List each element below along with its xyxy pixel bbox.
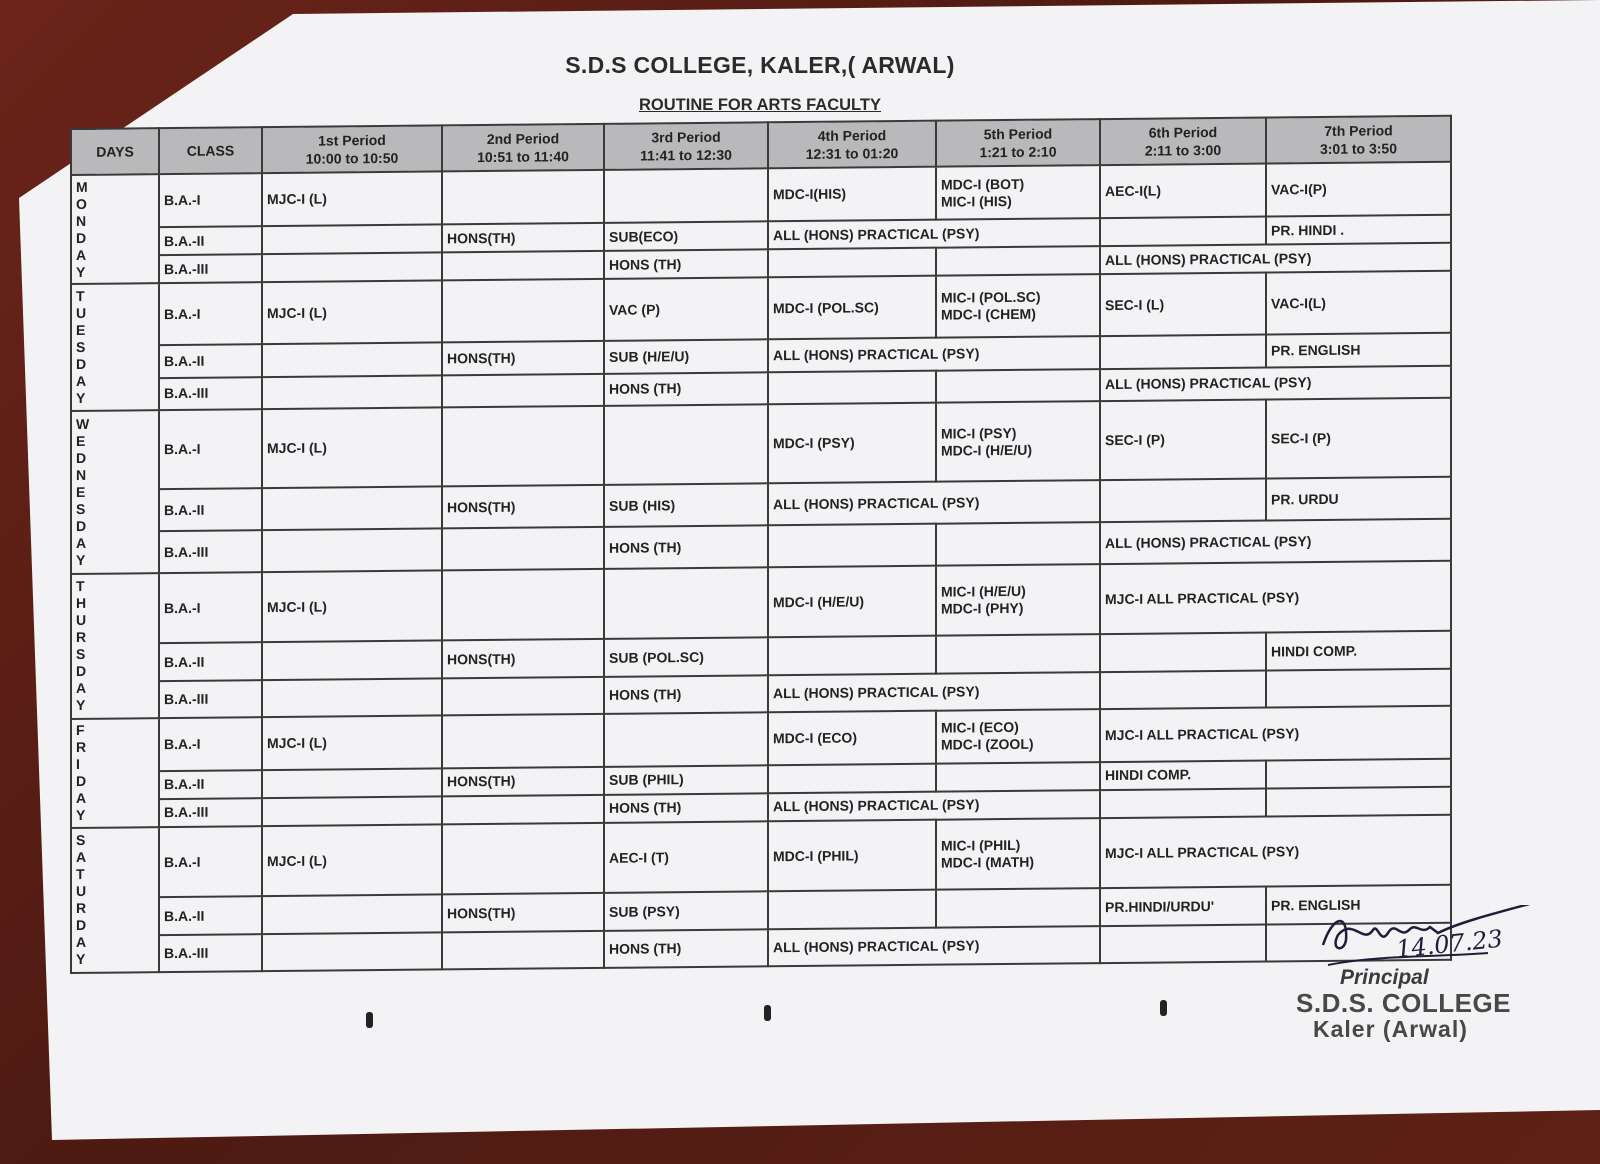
subject-text: HONS(TH) [447, 349, 516, 367]
day-cell: M O N D A Y [71, 174, 159, 284]
subject-text: MIC-I (POL.SC) [941, 288, 1041, 306]
empty-cell [1100, 334, 1266, 368]
empty-cell [262, 342, 442, 376]
principal-label: Principal [1340, 966, 1429, 989]
subject-cell [936, 401, 1100, 482]
subject-cell [262, 715, 442, 770]
period-header [262, 125, 442, 173]
empty-cell [442, 676, 604, 715]
day-cell: F R I D A Y [71, 718, 159, 828]
subject-cell [262, 408, 442, 489]
subject-text: MDC-I (ZOOL) [941, 736, 1034, 753]
subject-text: HONS (TH) [609, 380, 682, 398]
subject-text: MDC-I(HIS) [773, 185, 847, 203]
subject-cell [604, 793, 768, 823]
subject-text: ALL (HONS) PRACTICAL (PSY) [1105, 374, 1312, 393]
subject-text: SUB (POL.SC) [609, 648, 704, 666]
empty-cell [442, 527, 604, 570]
subject-text: MDC-I (PHY) [941, 600, 1024, 617]
period-name: 3rd Period [651, 128, 721, 146]
period-time: 1:21 to 2:10 [979, 143, 1057, 161]
empty-cell [442, 931, 604, 970]
subject-text: MDC-I (PHIL) [773, 847, 859, 864]
schedule-row [71, 561, 1451, 645]
subject-cell [768, 276, 936, 339]
empty-cell [262, 375, 442, 409]
subject-text: MDC-I (MATH) [941, 853, 1035, 871]
empty-cell [1266, 787, 1451, 817]
subject-cell [936, 165, 1100, 220]
class-cell: B.A.-III [159, 254, 262, 283]
subject-cell [936, 818, 1100, 890]
subject-cell [1100, 273, 1266, 336]
class-cell: B.A.-II [159, 489, 262, 532]
subject-text: MDC-I (H/E/U) [941, 441, 1032, 459]
subject-cell [768, 403, 936, 484]
subject-text: MDC-I (PSY) [773, 434, 855, 452]
class-cell: B.A.-II [159, 344, 262, 378]
subject-text: VAC (P) [609, 300, 661, 318]
subject-text: ALL (HONS) PRACTICAL (PSY) [1105, 532, 1312, 551]
subject-cell [604, 892, 768, 931]
class-cell: B.A.-III [159, 798, 262, 827]
empty-cell [768, 890, 936, 929]
subject-text: SUB (HIS) [609, 496, 676, 514]
subject-cell [768, 926, 1100, 967]
subject-text: MJC-I (L) [267, 190, 327, 208]
class-cell: B.A.-III [159, 680, 262, 718]
subject-cell [604, 525, 768, 568]
period-name: 5th Period [983, 125, 1053, 143]
subject-text: AEC-I(L) [1105, 182, 1161, 200]
routine-table-container [70, 115, 1450, 974]
subject-text: AEC-I (T) [609, 848, 669, 866]
subject-cell [442, 341, 604, 375]
empty-cell [768, 764, 936, 794]
college-stamp-name: S.D.S. COLLEGE [1296, 988, 1512, 1018]
subject-text: SUB (PHIL) [609, 771, 684, 789]
empty-cell [768, 524, 936, 567]
subject-text: MDC-I (CHEM) [941, 305, 1036, 323]
subject-cell [604, 675, 768, 714]
class-cell: B.A.-I [159, 173, 262, 227]
empty-cell [604, 712, 768, 767]
subject-cell [768, 480, 1100, 525]
empty-cell [262, 487, 442, 531]
empty-cell [936, 246, 1100, 276]
subject-text: HONS(TH) [447, 498, 516, 516]
subject-text: ALL (HONS) PRACTICAL (PSY) [773, 224, 980, 243]
subject-text: SEC-I (P) [1105, 431, 1165, 449]
subject-text: HONS(TH) [447, 229, 516, 246]
empty-cell [1100, 633, 1266, 672]
period-header [936, 119, 1100, 167]
subject-text: HONS (TH) [609, 255, 682, 273]
class-cell: B.A.-II [159, 770, 262, 799]
subject-cell [1266, 398, 1451, 479]
subject-cell [442, 893, 604, 932]
class-cell: B.A.-III [159, 934, 262, 972]
class-cell: B.A.-II [159, 226, 262, 255]
punch-mark [366, 1012, 373, 1028]
empty-cell [262, 895, 442, 934]
subject-text: MJC-I (L) [267, 598, 327, 615]
subject-cell [1266, 631, 1451, 670]
subject-cell [768, 167, 936, 222]
routine-body [71, 162, 1451, 973]
subject-cell [442, 767, 604, 797]
subject-text: HONS(TH) [447, 773, 516, 790]
subject-text: MIC-I (HIS) [941, 192, 1012, 210]
period-name: 1st Period [318, 131, 386, 149]
subject-cell [442, 639, 604, 678]
subject-text: SEC-I (P) [1271, 430, 1331, 447]
subject-cell [1100, 164, 1266, 219]
schedule-row [71, 815, 1451, 899]
empty-cell [262, 225, 442, 255]
subject-text: VAC-I(P) [1271, 180, 1327, 198]
subject-text: ALL (HONS) PRACTICAL (PSY) [773, 796, 980, 815]
subject-cell [1100, 706, 1451, 762]
subject-cell [768, 566, 936, 638]
class-cell: B.A.-I [159, 826, 262, 897]
empty-cell [262, 796, 442, 826]
period-time: 2:11 to 3:00 [1144, 141, 1222, 159]
period-header [442, 124, 604, 172]
subject-cell [1266, 333, 1451, 367]
class-cell: B.A.-I [159, 409, 262, 489]
subject-text: PR. URDU [1271, 490, 1339, 508]
subject-text: HONS(TH) [447, 650, 516, 667]
subject-text: SEC-I (L) [1105, 296, 1165, 313]
subject-text: ALL (HONS) PRACTICAL (PSY) [773, 937, 980, 956]
subject-cell [604, 372, 768, 406]
empty-cell [936, 369, 1100, 403]
subject-text: MDC-I (POL.SC) [773, 298, 879, 316]
empty-cell [604, 567, 768, 639]
subject-text: ALL (HONS) PRACTICAL (PSY) [1105, 249, 1312, 268]
subject-cell [604, 765, 768, 795]
college-stamp-place: Kaler (Arwal) [1313, 1016, 1468, 1042]
empty-cell [604, 405, 768, 486]
period-time: 11:41 to 12:30 [640, 146, 732, 164]
document-subtitle: ROUTINE FOR ARTS FACULTY [639, 96, 881, 114]
subject-text: ALL (HONS) PRACTICAL (PSY) [773, 682, 980, 701]
subject-text: PR. HINDI . [1271, 221, 1345, 239]
empty-cell [442, 823, 604, 895]
subject-cell [936, 564, 1100, 636]
subject-text: MJC-I ALL PRACTICAL (PSY) [1105, 842, 1300, 861]
empty-cell [936, 522, 1100, 565]
empty-cell [442, 251, 604, 281]
subject-cell [604, 929, 768, 968]
period-name: 6th Period [1148, 123, 1218, 141]
empty-cell [936, 889, 1100, 928]
subject-cell [1100, 365, 1451, 401]
subject-text: MIC-I (PSY) [941, 424, 1017, 442]
empty-cell [1100, 924, 1266, 963]
empty-cell [768, 370, 936, 404]
period-time: 10:51 to 11:40 [477, 148, 569, 166]
subject-text: HONS (TH) [609, 799, 682, 817]
subject-text: HINDI COMP. [1105, 766, 1192, 784]
subject-cell [1100, 519, 1451, 564]
empty-cell [262, 529, 442, 573]
subject-text: SUB (PSY) [609, 902, 680, 920]
subject-cell [768, 710, 936, 765]
subject-cell [262, 171, 442, 226]
subject-cell [604, 484, 768, 527]
class-column-header: CLASS [159, 127, 262, 174]
subject-cell [1100, 887, 1266, 926]
subject-text: MJC-I ALL PRACTICAL (PSY) [1105, 725, 1300, 743]
period-time: 10:00 to 10:50 [305, 149, 399, 167]
subject-cell [1266, 271, 1451, 335]
subject-text: SUB(ECO) [609, 227, 679, 245]
empty-cell [604, 168, 768, 223]
subject-cell [442, 223, 604, 253]
empty-cell [442, 279, 604, 342]
empty-cell [1266, 668, 1451, 707]
schedule-row [71, 398, 1451, 490]
subject-cell [604, 821, 768, 893]
subject-cell [1100, 561, 1451, 635]
empty-cell [936, 762, 1100, 792]
subject-text: MJC-I (L) [267, 734, 327, 751]
punch-mark [764, 1005, 771, 1021]
period-time: 12:31 to 01:20 [805, 145, 899, 162]
period-header [1266, 116, 1451, 164]
empty-cell [1100, 788, 1266, 818]
subject-text: MDC-I (BOT) [941, 175, 1025, 193]
days-column-header: DAYS [71, 128, 159, 175]
empty-cell [768, 248, 936, 278]
subject-text: MIC-I (H/E/U) [941, 582, 1026, 600]
routine-table [70, 115, 1452, 974]
day-cell: W E D N E S D A Y [71, 410, 159, 574]
subject-text: MJC-I ALL PRACTICAL (PSY) [1105, 588, 1300, 607]
empty-cell [442, 170, 604, 225]
subject-text: PR. ENGLISH [1271, 341, 1361, 359]
subject-text: VAC-I(L) [1271, 294, 1326, 312]
subject-cell [604, 277, 768, 340]
subject-cell [1100, 760, 1266, 790]
period-header [604, 122, 768, 170]
empty-cell [1100, 217, 1266, 247]
class-cell: B.A.-I [159, 572, 262, 643]
subject-cell [1100, 815, 1451, 889]
subject-text: MIC-I (PHIL) [941, 837, 1021, 854]
subject-cell [604, 638, 768, 677]
empty-cell [1100, 479, 1266, 522]
subject-cell [604, 339, 768, 373]
subject-text: HONS(TH) [447, 904, 516, 921]
subject-text: MDC-I (ECO) [773, 729, 857, 747]
subject-text: HONS (TH) [609, 538, 682, 556]
subject-cell [1100, 400, 1266, 481]
period-name: 2nd Period [486, 130, 560, 147]
empty-cell [442, 406, 604, 487]
empty-cell [768, 636, 936, 675]
subject-text: SUB (H/E/U) [609, 347, 690, 365]
subject-text: ALL (HONS) PRACTICAL (PSY) [773, 494, 980, 513]
empty-cell [1100, 670, 1266, 709]
subject-cell [1266, 215, 1451, 245]
period-time: 3:01 to 3:50 [1319, 140, 1398, 158]
class-cell: B.A.-III [159, 377, 262, 411]
subject-cell [768, 820, 936, 892]
subject-text: ALL (HONS) PRACTICAL (PSY) [773, 345, 980, 364]
day-cell: T H U R S D A Y [71, 573, 159, 719]
class-cell: B.A.-III [159, 530, 262, 573]
subject-cell [768, 672, 1100, 712]
document-title: S.D.S COLLEGE, KALER,( ARWAL) [565, 52, 955, 78]
subject-text: MDC-I (H/E/U) [773, 593, 864, 610]
subject-cell [262, 824, 442, 896]
subject-cell [442, 485, 604, 528]
subject-text: MJC-I (L) [267, 304, 327, 321]
class-cell: B.A.-I [159, 717, 262, 771]
subject-cell [1100, 243, 1451, 274]
subject-text: HONS (TH) [609, 939, 682, 957]
signature-date: 14.07.23 [1394, 924, 1505, 964]
subject-cell [768, 790, 1100, 821]
day-cell: T U E S D A Y [71, 283, 159, 411]
subject-cell [262, 281, 442, 345]
day-cell: S A T U R D A Y [71, 827, 159, 973]
empty-cell [936, 635, 1100, 674]
subject-text: MJC-I (L) [267, 852, 327, 869]
empty-cell [442, 795, 604, 825]
subject-cell [1266, 162, 1451, 217]
subject-text: HINDI COMP. [1271, 642, 1358, 659]
subject-text: PR.HINDI/URDU' [1105, 897, 1215, 915]
period-name: 4th Period [817, 127, 887, 144]
empty-cell [442, 569, 604, 641]
empty-cell [442, 714, 604, 769]
empty-cell [262, 253, 442, 283]
empty-cell [262, 678, 442, 717]
subject-text: MIC-I (ECO) [941, 719, 1019, 736]
empty-cell [262, 932, 442, 971]
empty-cell [262, 768, 442, 798]
subject-cell [1266, 477, 1451, 521]
empty-cell [1266, 759, 1451, 789]
period-header [1100, 118, 1266, 166]
class-cell: B.A.-II [159, 643, 262, 681]
subject-cell [604, 249, 768, 279]
punch-mark [1160, 1000, 1167, 1016]
subject-text: PR. ENGLISH [1271, 896, 1361, 914]
subject-cell [768, 336, 1100, 372]
period-name: 7th Period [1324, 122, 1393, 139]
subject-cell [262, 570, 442, 642]
class-cell: B.A.-II [159, 897, 262, 935]
empty-cell [442, 373, 604, 407]
subject-cell [936, 709, 1100, 764]
subject-text: MJC-I (L) [267, 439, 327, 457]
subject-cell [768, 218, 1100, 249]
period-header [768, 121, 936, 169]
empty-cell [262, 641, 442, 680]
class-cell: B.A.-I [159, 282, 262, 345]
subject-cell [604, 221, 768, 251]
subject-text: HONS (TH) [609, 685, 682, 703]
subject-cell [936, 274, 1100, 337]
